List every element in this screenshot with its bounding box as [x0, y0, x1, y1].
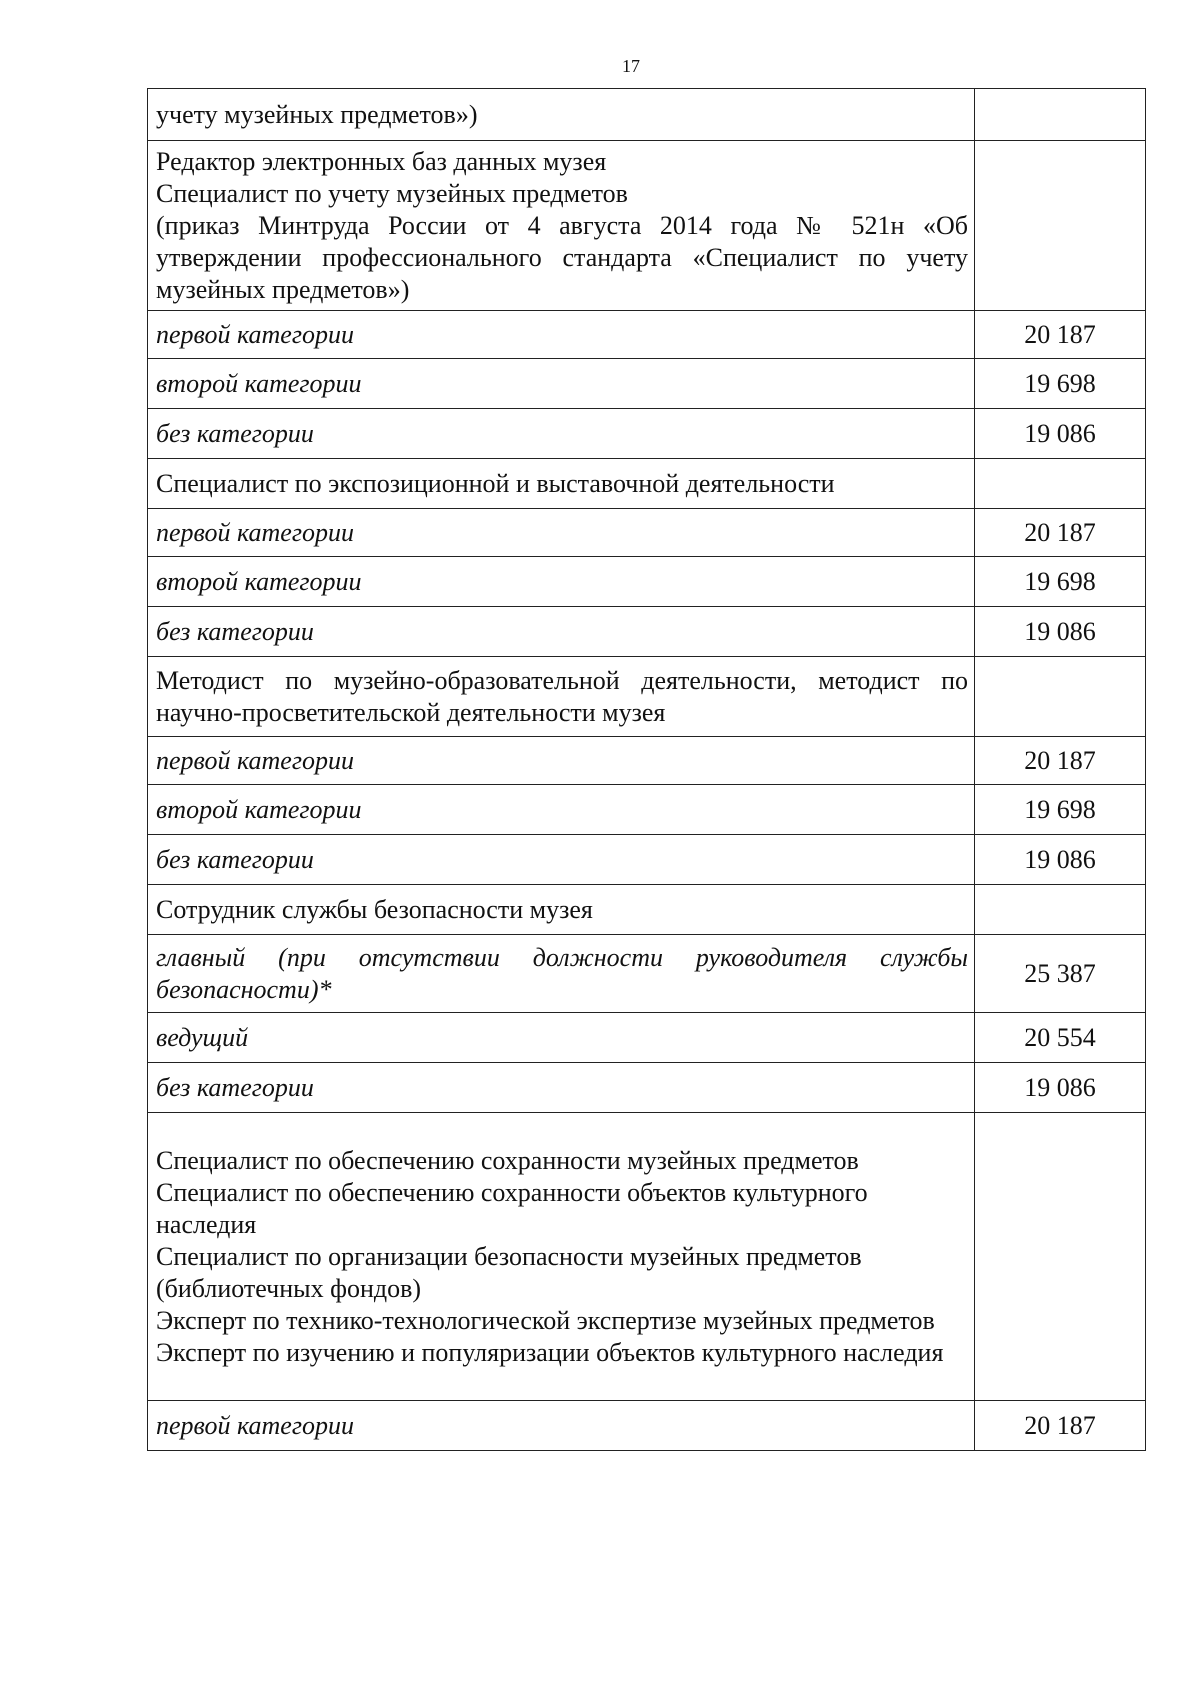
category-row: [148, 1063, 1146, 1113]
salary-value-cell: 20 554: [975, 1013, 1146, 1063]
category-row: [148, 359, 1146, 409]
salary-value-cell: [975, 459, 1146, 509]
cell-text-line: первой категории: [156, 745, 354, 775]
position-title-cell: [148, 657, 975, 737]
cell-text-line: главный (при отсутствии должности руководителя службы безопасности)*: [156, 942, 968, 1004]
salary-value-cell: 19 698: [975, 557, 1146, 607]
category-row: [148, 607, 1146, 657]
cell-text-line: Редактор электронных баз данных музея: [156, 146, 607, 176]
salary-value-cell: 19 086: [975, 409, 1146, 459]
category-row: [148, 1013, 1146, 1063]
salary-table: [147, 88, 1146, 1451]
cell-text-line: учету музейных предметов»): [156, 99, 478, 129]
cell-text-line: ведущий: [156, 1022, 249, 1052]
category-name-cell: [148, 557, 975, 607]
salary-value-cell: [975, 1113, 1146, 1401]
category-name-cell: [148, 359, 975, 409]
salary-value-cell: [975, 657, 1146, 737]
salary-value-cell: 19 698: [975, 359, 1146, 409]
category-name-cell: [148, 409, 975, 459]
cell-text-line: Специалист по обеспечению сохранности объектов культурного наследия: [156, 1177, 868, 1239]
position-title-cell: [148, 89, 975, 141]
cell-text-line: Методист по музейно-образовательной деятельности, методист по научно-просветительской деятельности музея: [156, 665, 968, 727]
salary-value-cell: [975, 141, 1146, 311]
category-name-cell: [148, 509, 975, 557]
position-header-row: [148, 885, 1146, 935]
cell-text-line: Специалист по организации безопасности музейных предметов (библиотечных фондов): [156, 1241, 862, 1303]
salary-value-cell: 19 086: [975, 607, 1146, 657]
category-name-cell: [148, 737, 975, 785]
salary-value-cell: 20 187: [975, 1401, 1146, 1451]
cell-text-line: первой категории: [156, 517, 354, 547]
cell-text-line: второй категории: [156, 368, 362, 398]
category-row: [148, 785, 1146, 835]
cell-text-line: без категории: [156, 1072, 314, 1102]
category-name-cell: [148, 935, 975, 1013]
category-row: [148, 557, 1146, 607]
cell-text-line: без категории: [156, 418, 314, 448]
position-title-cell: [148, 459, 975, 509]
salary-value-cell: 20 187: [975, 509, 1146, 557]
category-row: [148, 835, 1146, 885]
position-title-cell: [148, 1113, 975, 1401]
salary-table-body: [148, 89, 1146, 1451]
category-row: [148, 737, 1146, 785]
cell-text-line: второй категории: [156, 566, 362, 596]
cell-text-line: Эксперт по изучению и популяризации объектов культурного наследия: [156, 1337, 944, 1367]
salary-value-cell: 19 086: [975, 835, 1146, 885]
category-name-cell: [148, 785, 975, 835]
cell-text-line: первой категории: [156, 1410, 354, 1440]
category-name-cell: [148, 607, 975, 657]
page-number: 17: [622, 56, 640, 76]
salary-value-cell: 20 187: [975, 311, 1146, 359]
cell-text-line: Сотрудник службы безопасности музея: [156, 894, 593, 924]
category-row: [148, 509, 1146, 557]
cell-text-line: второй категории: [156, 794, 362, 824]
category-name-cell: [148, 1013, 975, 1063]
salary-value-cell: [975, 89, 1146, 141]
position-header-row: [148, 459, 1146, 509]
cell-text-line: без категории: [156, 616, 314, 646]
category-name-cell: [148, 1063, 975, 1113]
position-title-cell: [148, 885, 975, 935]
category-row: [148, 409, 1146, 459]
category-name-cell: [148, 835, 975, 885]
cell-text-line: Эксперт по технико-технологической экспертизе музейных предметов: [156, 1305, 935, 1335]
cell-text-line: Специалист по экспозиционной и выставочной деятельности: [156, 468, 835, 498]
cell-text-line: без категории: [156, 844, 314, 874]
category-row: [148, 935, 1146, 1013]
category-row: [148, 311, 1146, 359]
cell-text-line: Специалист по учету музейных предметов: [156, 178, 628, 208]
salary-value-cell: 19 086: [975, 1063, 1146, 1113]
cell-text-line: (приказ Минтруда России от 4 августа 2014 года № 521н «Об утверждении профессионального стандарта «Специалист по учету музейных предметов»): [156, 210, 968, 304]
category-row: [148, 1401, 1146, 1451]
salary-value-cell: 20 187: [975, 737, 1146, 785]
salary-value-cell: [975, 885, 1146, 935]
category-name-cell: [148, 311, 975, 359]
position-header-row: [148, 89, 1146, 141]
position-header-row: [148, 141, 1146, 311]
cell-text-line: Специалист по обеспечению сохранности музейных предметов: [156, 1145, 859, 1175]
position-header-row: [148, 1113, 1146, 1401]
position-header-row: [148, 657, 1146, 737]
position-title-cell: [148, 141, 975, 311]
salary-value-cell: 25 387: [975, 935, 1146, 1013]
category-name-cell: [148, 1401, 975, 1451]
cell-text-line: первой категории: [156, 319, 354, 349]
salary-value-cell: 19 698: [975, 785, 1146, 835]
